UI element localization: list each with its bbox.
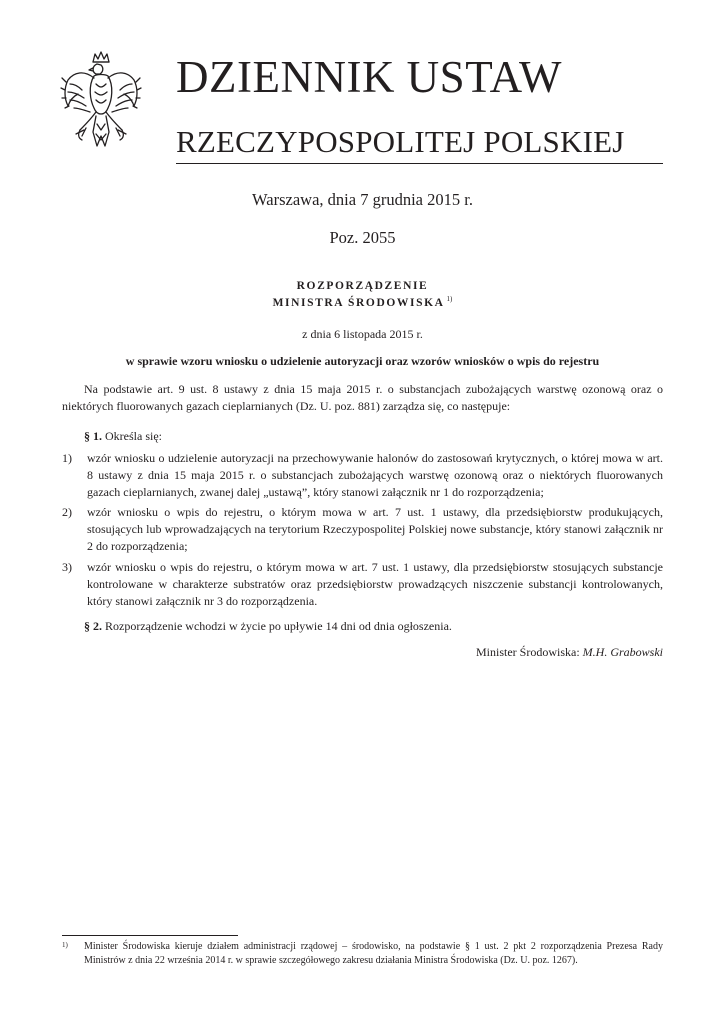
act-issuer: MINISTRA ŚRODOWISKA $^{1)}$ — [272, 295, 453, 309]
footnote-divider — [62, 935, 238, 936]
signature-role: Minister Środowiska: — [475, 645, 580, 659]
item-text: wzór wniosku o wpis do rejestru, o którym mowa w art. 7 ust. 1 ustawy, dla przedsiębiorstw produkujących, stosujących lub wprowadzających na terytorium Rzeczypospolitej Polskiej nowe substancje, który stanowi załącznik nr 2 do rozporządzenia; — [87, 505, 663, 554]
polish-eagle-emblem-icon — [60, 50, 142, 160]
footnote-ref[interactable]: 1) — [446, 295, 453, 303]
item-number: 1) — [62, 451, 72, 465]
act-type: ROZPORZĄDZENIE — [296, 280, 429, 292]
signature — [476, 645, 663, 660]
publication-date: Warszawa, dnia 7 grudnia 2015 r. — [252, 190, 473, 209]
signature-name: M.H. Grabowski — [582, 645, 663, 659]
header-divider — [176, 163, 663, 164]
act-subject: w sprawie wzoru wniosku o udzielenie autoryzacji oraz wzorów wniosków o wpis do rejestru — [125, 354, 600, 368]
position-number: Poz. 2055 — [329, 228, 396, 247]
section-mark: § 1. — [84, 429, 102, 443]
journal-title: DZIENNIK USTAW — [176, 52, 562, 102]
footnote-mark: 1) — [62, 941, 68, 949]
item-text: wzór wniosku o wpis do rejestru, o którym mowa w art. 7 ust. 1 ustawy, dla przedsiębiorstw stosujących substancje kontrolowane w charakterze substratów oraz przedsiębiorstw prowadzących niszczenie substancji kontrolowanych, który stanowi załącznik nr 3 do rozporządzenia. — [87, 560, 663, 609]
list-item — [62, 559, 663, 611]
journal-subtitle: RZECZYPOSPOLITEJ POLSKIEJ — [176, 124, 625, 159]
item-number: 3) — [62, 560, 72, 574]
section-text: Rozporządzenie wchodzi w życie po upływie 14 dni od dnia ogłoszenia. — [105, 619, 452, 633]
act-date: z dnia 6 listopada 2015 r. — [302, 327, 423, 341]
preamble: Na podstawie art. 9 ust. 8 ustawy z dnia 15 maja 2015 r. o substancjach zubożających warstwę ozonową oraz o niektórych fluorowanych gazach cieplarnianych (Dz. U. poz. 881) zarządza się, co następuje: — [62, 382, 663, 414]
section-2 — [62, 618, 663, 635]
footnote-text: Minister Środowiska kieruje działem administracji rządowej – środowisko, na podstawie § 1 ust. 2 pkt 2 rozporządzenia Prezesa Rady Ministrów z dnia 22 września 2014 r. w sprawie szczegółowego zakresu działania Ministra Środowiska (Dz. U. poz. 1267). — [84, 941, 663, 966]
section-mark: § 2. — [84, 619, 102, 633]
section-text: Określa się: — [105, 429, 162, 443]
footnote — [62, 940, 663, 968]
list-item — [62, 450, 663, 502]
list-item — [62, 504, 663, 556]
item-number: 2) — [62, 505, 72, 519]
item-text: wzór wniosku o udzielenie autoryzacji na przechowywanie halonów do zastosowań krytycznych, o której mowa w art. 8 ustawy z dnia 15 maja 2015 r. o substancjach zubożających warstwę ozonową oraz o niektórych fluorowanych gazach cieplarnianych, zwanej dalej „ustawą”, który stanowi załącznik nr 1 do rozporządzenia; — [87, 451, 663, 500]
section-1 — [62, 428, 663, 445]
